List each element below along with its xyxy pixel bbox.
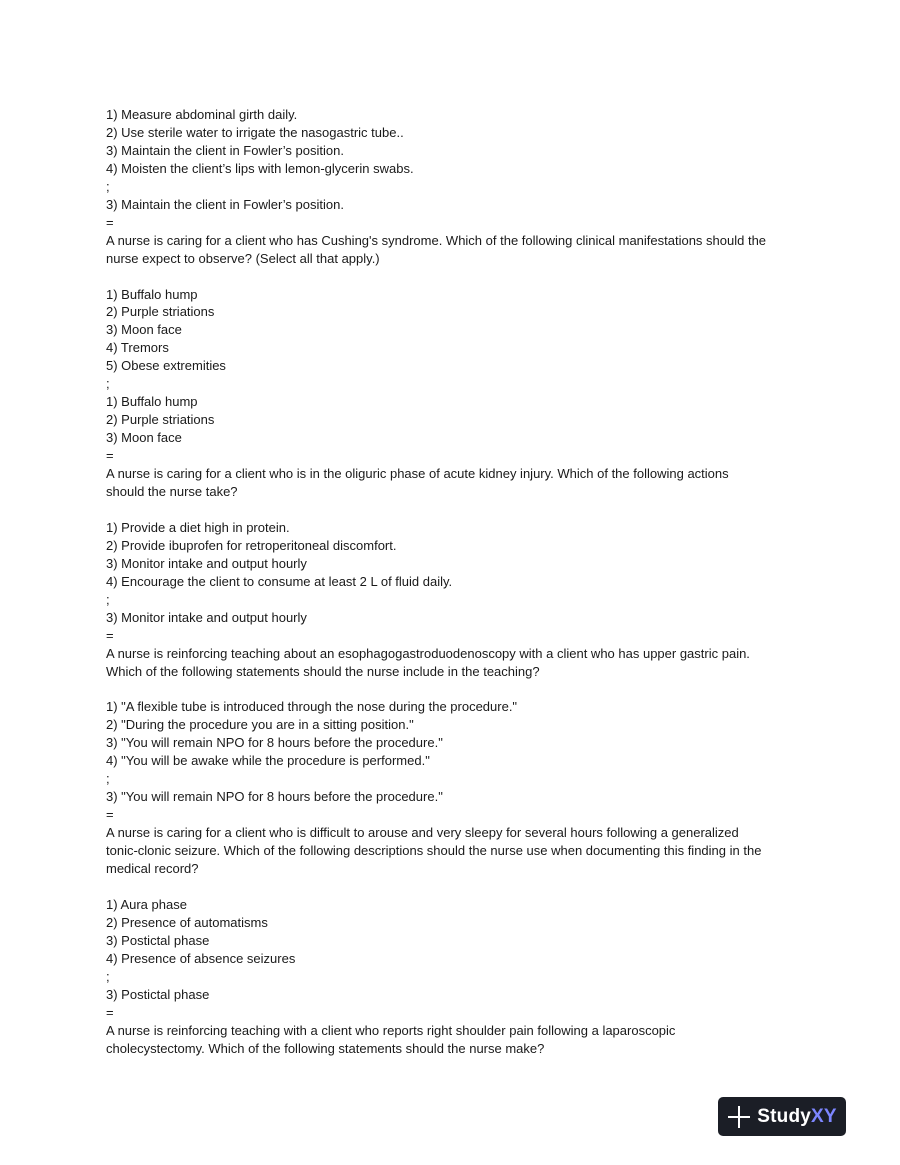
text-line: medical record? bbox=[106, 860, 199, 876]
text-line: 3) "You will remain NPO for 8 hours before the procedure." bbox=[106, 789, 443, 805]
text-line: nurse expect to observe? (Select all that apply.) bbox=[106, 250, 380, 266]
text-line: 2) Purple striations bbox=[106, 304, 215, 320]
text-line: ; bbox=[106, 968, 110, 984]
blank-line bbox=[106, 501, 806, 519]
text-line: 1) Aura phase bbox=[106, 896, 187, 912]
blank-line bbox=[106, 268, 806, 286]
text-line: = bbox=[106, 448, 114, 464]
text-line: 3) "You will remain NPO for 8 hours before the procedure." bbox=[106, 735, 443, 751]
text-line: should the nurse take? bbox=[106, 484, 238, 499]
text-line: 4) Presence of absence seizures bbox=[106, 950, 296, 966]
text-line: 4) "You will be awake while the procedure is performed." bbox=[106, 753, 430, 769]
text-line: 2) Provide ibuprofen for retroperitoneal discomfort. bbox=[106, 537, 397, 553]
text-line: ; bbox=[106, 178, 110, 194]
text-line: 1) Measure abdominal girth daily. bbox=[106, 107, 298, 122]
text-line: 3) Monitor intake and output hourly bbox=[106, 555, 307, 571]
plus-icon bbox=[727, 1105, 751, 1129]
text-line: 2) Purple striations bbox=[106, 412, 215, 428]
watermark-brand-accent: XY bbox=[811, 1105, 837, 1127]
blank-line bbox=[106, 878, 806, 896]
text-line: tonic-clonic seizure. Which of the following descriptions should the nurse use when documenting this finding in the bbox=[106, 843, 762, 859]
studyxy-watermark-logo bbox=[718, 1097, 846, 1136]
watermark-brand-main: Study bbox=[757, 1105, 812, 1127]
text-line: 3) Postictal phase bbox=[106, 986, 210, 1002]
text-line: 3) Maintain the client in Fowler’s position. bbox=[106, 142, 344, 158]
text-line: 2) Presence of automatisms bbox=[106, 914, 268, 930]
text-line: A nurse is caring for a client who has Cushing's syndrome. Which of the following clinical manifestations should the bbox=[106, 232, 767, 248]
text-line: = bbox=[106, 214, 114, 230]
text-line: A nurse is caring for a client who is in the oliguric phase of acute kidney injury. Which of the following actions bbox=[106, 466, 729, 482]
text-line: 1) Buffalo hump bbox=[106, 394, 198, 410]
text-line: 1) Buffalo hump bbox=[106, 286, 198, 302]
text-line: 3) Maintain the client in Fowler’s position. bbox=[106, 196, 344, 212]
text-line: Which of the following statements should the nurse include in the teaching? bbox=[106, 663, 540, 679]
blank-line bbox=[106, 680, 806, 698]
text-line: A nurse is reinforcing teaching with a client who reports right shoulder pain following a laparoscopic bbox=[106, 1022, 676, 1038]
text-line: 5) Obese extremities bbox=[106, 358, 226, 374]
text-line: 2) Use sterile water to irrigate the nasogastric tube.. bbox=[106, 124, 404, 140]
document-body bbox=[106, 106, 806, 1057]
text-line: = bbox=[106, 1004, 114, 1020]
text-line: A nurse is reinforcing teaching about an esophagogastroduodenoscopy with a client who has upper gastric pain. bbox=[106, 645, 750, 661]
text-line: 1) Provide a diet high in protein. bbox=[106, 519, 290, 535]
text-line: 4) Moisten the client’s lips with lemon-glycerin swabs. bbox=[106, 160, 414, 176]
text-line: 1) "A flexible tube is introduced through the nose during the procedure." bbox=[106, 699, 518, 715]
text-line: 3) Postictal phase bbox=[106, 932, 210, 948]
text-line: = bbox=[106, 807, 114, 823]
watermark-brand bbox=[757, 1106, 837, 1128]
text-line: 3) Moon face bbox=[106, 322, 182, 338]
text-line: 3) Moon face bbox=[106, 430, 182, 446]
text-line: = bbox=[106, 627, 114, 643]
text-line: ; bbox=[106, 771, 110, 787]
text-line: 4) Encourage the client to consume at least 2 L of fluid daily. bbox=[106, 573, 453, 589]
text-line: 2) "During the procedure you are in a sitting position." bbox=[106, 717, 414, 733]
text-line: 4) Tremors bbox=[106, 340, 169, 356]
text-line: ; bbox=[106, 591, 110, 607]
text-line: ; bbox=[106, 376, 110, 392]
text-line: A nurse is caring for a client who is difficult to arouse and very sleepy for several hours following a generalized bbox=[106, 825, 739, 841]
text-line: 3) Monitor intake and output hourly bbox=[106, 609, 307, 625]
text-line: cholecystectomy. Which of the following statements should the nurse make? bbox=[106, 1040, 545, 1056]
